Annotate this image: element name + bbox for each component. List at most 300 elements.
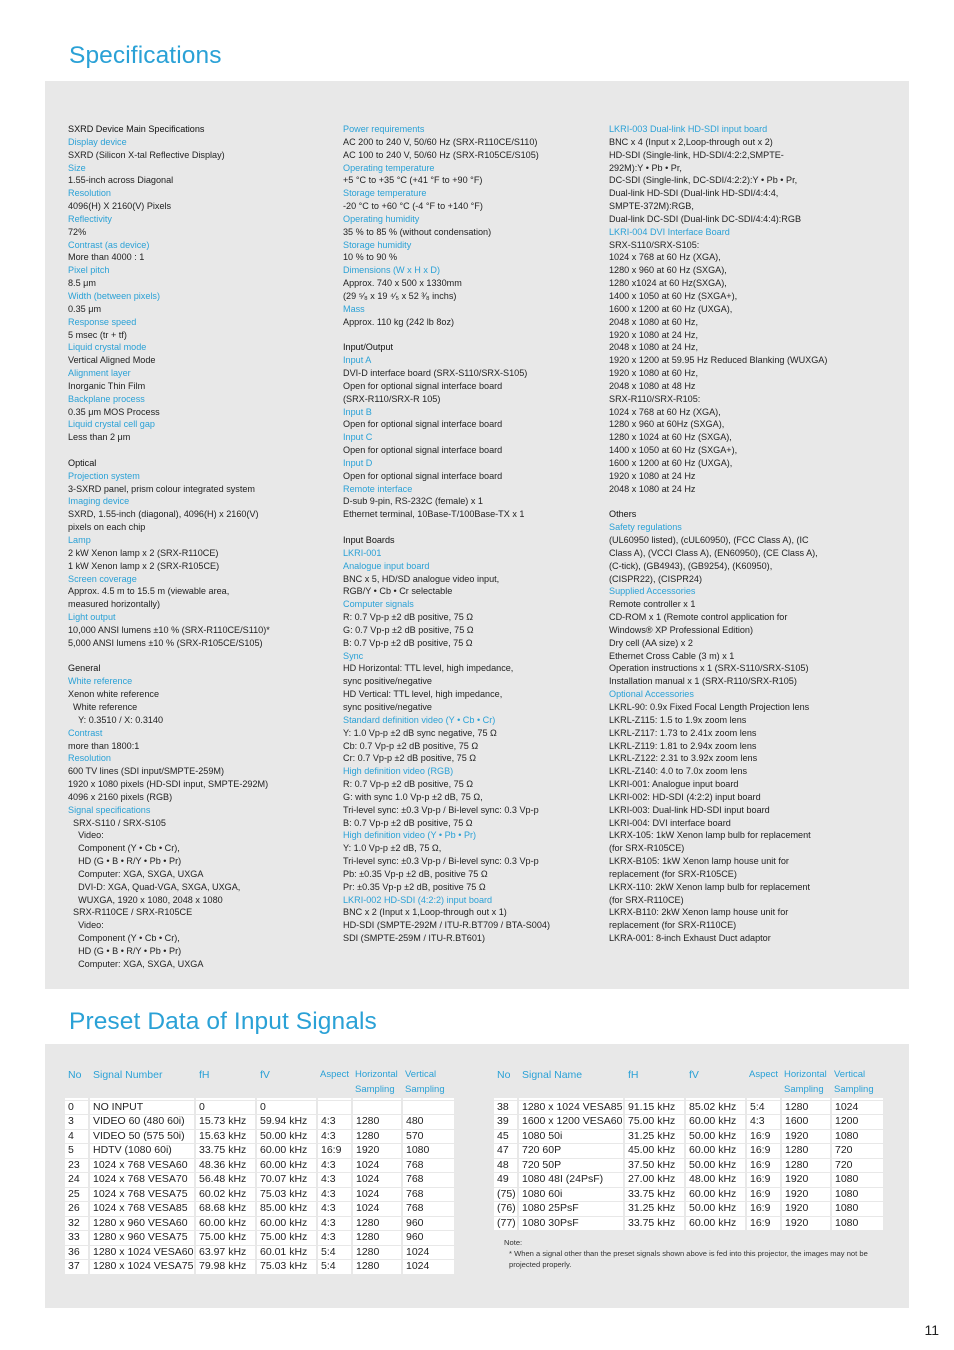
table-cell: 1024 bbox=[402, 1245, 455, 1260]
table-row bbox=[65, 1245, 455, 1260]
spec-line: BNC x 4 (Input x 2,Loop-through out x 2) bbox=[609, 136, 773, 147]
table-cell: 47 bbox=[494, 1144, 518, 1159]
spec-line: Tri-level sync: ±0.3 Vp-p / Bi-level sync: 0.3 Vp-p bbox=[343, 804, 539, 815]
table-cell: 1920 bbox=[352, 1144, 402, 1159]
spec-line: Approx. 4.5 m to 15.5 m (viewable area, bbox=[68, 586, 230, 597]
table-cell: 48.36 kHz bbox=[195, 1158, 256, 1173]
table-cell: 720 60P bbox=[518, 1144, 624, 1159]
table-cell: 45.00 kHz bbox=[624, 1144, 685, 1159]
spec-heading: Resolution bbox=[68, 753, 111, 764]
spec-line: Xenon white reference bbox=[68, 689, 159, 700]
table-cell: 48.00 kHz bbox=[685, 1173, 746, 1188]
spec-line: (UL60950 listed), (cUL60950), (FCC Class A), (IC bbox=[609, 535, 809, 545]
table-cell: 1024 bbox=[352, 1158, 402, 1173]
table-cell: 79.98 kHz bbox=[195, 1260, 256, 1274]
spec-heading: Size bbox=[68, 162, 86, 173]
table-cell: 1280 bbox=[352, 1129, 402, 1144]
table-cell: 33.75 kHz bbox=[195, 1144, 256, 1159]
column-header: Aspect bbox=[317, 1066, 352, 1098]
spec-heading: Operating humidity bbox=[343, 213, 420, 224]
table-header-row bbox=[65, 1066, 455, 1098]
table-cell bbox=[317, 1100, 352, 1115]
column-header: No bbox=[494, 1066, 518, 1098]
spec-line: Class A), (VCCI Class A), (EN60950), (CE Class A), bbox=[609, 547, 818, 558]
table-cell: 33.75 kHz bbox=[624, 1216, 685, 1230]
table-cell: 1920 bbox=[781, 1129, 831, 1144]
table-cell: NO INPUT bbox=[89, 1100, 195, 1115]
spec-heading: Safety regulations bbox=[609, 522, 682, 533]
spec-line: LKRL-Z119: 1.81 to 2.94x zoom lens bbox=[609, 740, 757, 751]
spec-line: 1920 x 1200 at 59.95 Hz Reduced Blanking (WUXGA) bbox=[609, 355, 828, 366]
spec-line: Y: 1.0 Vp-p ±2 dB sync negative, 75 Ω bbox=[343, 727, 497, 738]
table-cell: 70.07 kHz bbox=[256, 1173, 317, 1188]
spec-line: sync positive/negative bbox=[343, 701, 432, 712]
table-cell: 0 bbox=[195, 1100, 256, 1115]
spec-line: LKRL-90: 0.9x Fixed Focal Length Projection lens bbox=[609, 701, 810, 712]
spec-line: SRX-R110/SRX-R105: bbox=[609, 393, 701, 404]
spec-heading: Pixel pitch bbox=[68, 265, 110, 276]
table-row bbox=[494, 1115, 884, 1130]
column-header: Horizontal Sampling bbox=[781, 1066, 831, 1098]
table-cell: 720 50P bbox=[518, 1158, 624, 1173]
table-cell: 1280 x 960 VESA60 bbox=[89, 1216, 195, 1231]
spec-heading: Liquid crystal cell gap bbox=[68, 419, 155, 430]
table-cell: 1080 30PsF bbox=[518, 1216, 624, 1230]
spec-line: HD (G • B • R/Y • Pb • Pr) bbox=[68, 946, 182, 956]
table-cell: 1080 60i bbox=[518, 1187, 624, 1202]
spec-heading: Dimensions (W x H x D) bbox=[343, 265, 441, 276]
table-cell: 1600 bbox=[781, 1115, 831, 1130]
table-cell: 75.00 kHz bbox=[195, 1231, 256, 1246]
table-cell: 1024 bbox=[831, 1100, 884, 1115]
spec-line: 1920 x 1080 at 24 Hz bbox=[609, 470, 696, 481]
spec-line: 1280 x 960 at 60Hz (SXGA), bbox=[609, 419, 725, 430]
spec-heading: Standard definition video (Y • Cb • Cr) bbox=[343, 714, 496, 725]
table-cell: 1024 bbox=[352, 1173, 402, 1188]
spec-line: Y: 1.0 Vp-p ±2 dB, 75 Ω, bbox=[343, 843, 442, 854]
spec-heading: Signal specifications bbox=[68, 804, 151, 815]
spec-line: LKRX-110: 2kW Xenon lamp bulb for replacement bbox=[609, 881, 811, 892]
spec-line: SXRD, 1.55-inch (diagonal), 4096(H) x 2160(V) bbox=[68, 509, 259, 520]
table-cell: 1920 bbox=[781, 1216, 831, 1230]
spec-heading: Contrast bbox=[68, 727, 103, 738]
spec-line: HD-SDI (Single-link, HD-SDI/4:2:2,SMPTE- bbox=[609, 149, 784, 160]
table-cell: 31.25 kHz bbox=[624, 1129, 685, 1144]
spec-line: 0.35 μm MOS Process bbox=[68, 406, 160, 417]
spec-line: DVI-D interface board (SRX-S110/SRX-S105) bbox=[343, 368, 528, 379]
table-cell: 85.02 kHz bbox=[685, 1100, 746, 1115]
spec-heading: Analogue input board bbox=[343, 560, 430, 571]
table-cell: 60.01 kHz bbox=[256, 1245, 317, 1260]
spacer bbox=[68, 444, 333, 457]
spec-line: 5,000 ANSI lumens ±10 % (SRX-R105CE/S105) bbox=[68, 637, 263, 648]
spec-line: B: 0.7 Vp-p ±2 dB positive, 75 Ω bbox=[343, 637, 473, 648]
spec-line: more than 1800:1 bbox=[68, 740, 140, 751]
table-cell: 960 bbox=[402, 1231, 455, 1246]
table-cell: 60.00 kHz bbox=[685, 1144, 746, 1159]
spec-line: Less than 2 μm bbox=[68, 432, 131, 443]
table-cell: 1024 x 768 VESA70 bbox=[89, 1173, 195, 1188]
spec-line: LKRX-B105: 1kW Xenon lamp house unit for bbox=[609, 856, 789, 867]
spec-heading: LKRI-002 HD-SDI (4:2:2) input board bbox=[343, 894, 493, 905]
spec-heading: LKRI-001 bbox=[343, 547, 382, 558]
spec-line: LKRX-B110: 2kW Xenon lamp house unit for bbox=[609, 907, 789, 918]
table-cell: 59.94 kHz bbox=[256, 1115, 317, 1130]
table-row bbox=[494, 1100, 884, 1115]
spec-heading: Optional Accessories bbox=[609, 689, 694, 700]
table-row bbox=[494, 1202, 884, 1217]
table-cell: 4:3 bbox=[317, 1115, 352, 1130]
table-row bbox=[65, 1216, 455, 1231]
table-cell: 45 bbox=[494, 1129, 518, 1144]
spec-heading: Width (between pixels) bbox=[68, 290, 160, 301]
table-cell: 75.00 kHz bbox=[624, 1115, 685, 1130]
spec-line: 1600 x 1200 at 60 Hz (UXGA), bbox=[609, 303, 733, 314]
spec-line: 1 kW Xenon lamp x 2 (SRX-R105CE) bbox=[68, 560, 220, 571]
spec-line: LKRL-Z122: 2.31 to 3.92x zoom lens bbox=[609, 753, 758, 764]
spec-line: SRX-R110CE / SRX-R105CE bbox=[68, 907, 193, 918]
spec-line: replacement (for SRX-R110CE) bbox=[609, 920, 737, 931]
table-cell: 5:4 bbox=[746, 1100, 781, 1115]
table-row bbox=[65, 1129, 455, 1144]
table-cell: 1280 bbox=[781, 1100, 831, 1115]
table-cell: 1080 bbox=[402, 1144, 455, 1159]
spec-line: 10 % to 90 % bbox=[343, 252, 398, 263]
spec-line: (for SRX-R110CE) bbox=[609, 894, 684, 905]
spec-heading: Input D bbox=[343, 457, 373, 468]
table-cell: 768 bbox=[402, 1187, 455, 1202]
table-cell: 1024 x 768 VESA60 bbox=[89, 1158, 195, 1173]
table-cell bbox=[352, 1100, 402, 1115]
preset-data-panel bbox=[45, 1044, 909, 1308]
table-cell: 60.00 kHz bbox=[685, 1115, 746, 1130]
spec-line: 2048 x 1080 at 24 Hz, bbox=[609, 342, 698, 353]
table-cell: 37 bbox=[65, 1260, 89, 1274]
column-header: Signal Name bbox=[518, 1066, 624, 1098]
table-cell: 1600 x 1200 VESA60 bbox=[518, 1115, 624, 1130]
spec-heading: Lamp bbox=[68, 535, 91, 545]
spec-line: 4096(H) X 2160(V) Pixels bbox=[68, 201, 172, 212]
spec-line: LKRI-002: HD-SDI (4:2:2) input board bbox=[609, 791, 761, 802]
specifications-panel bbox=[45, 81, 909, 989]
spec-line: LKRI-004: DVI interface board bbox=[609, 817, 731, 828]
table-row bbox=[65, 1187, 455, 1202]
table-cell: 39 bbox=[494, 1115, 518, 1130]
spec-line: Tri-level sync: ±0.3 Vp-p / Bi-level sync: 0.3 Vp-p bbox=[343, 856, 539, 867]
spec-heading: Resolution bbox=[68, 188, 111, 199]
spec-line: +5 °C to +35 °C (+41 °F to +90 °F) bbox=[343, 175, 483, 186]
spec-line: measured horizontally) bbox=[68, 599, 160, 610]
table-cell: 4:3 bbox=[317, 1202, 352, 1217]
spec-line: LKRA-001: 8-inch Exhaust Duct adaptor bbox=[609, 933, 771, 944]
spec-heading: Input C bbox=[343, 432, 373, 443]
spec-line: Computer: XGA, SXGA, UXGA bbox=[68, 958, 204, 969]
table-cell: 4:3 bbox=[317, 1158, 352, 1173]
table-cell: 1920 bbox=[781, 1202, 831, 1217]
spec-line: Cb: 0.7 Vp-p ±2 dB positive, 75 Ω bbox=[343, 740, 479, 751]
spec-column-3 bbox=[609, 123, 899, 945]
spec-heading: Input A bbox=[343, 355, 372, 366]
spec-line: Inorganic Thin Film bbox=[68, 380, 146, 391]
note-text: * When a signal other than the preset signals shown above is fed into this projector, the images may not be projected properly. bbox=[509, 1249, 868, 1269]
column-header: Horizontal Sampling bbox=[352, 1066, 402, 1098]
note-label: Note: bbox=[504, 1238, 523, 1247]
table-cell: 0 bbox=[65, 1100, 89, 1115]
spec-line: Y: 0.3510 / X: 0.3140 bbox=[68, 714, 164, 725]
table-cell: 1080 bbox=[831, 1187, 884, 1202]
spec-line: 1280 x1024 at 60 Hz(SXGA), bbox=[609, 278, 727, 289]
spec-line: BNC x 2 (Input x 1,Loop-through out x 1) bbox=[343, 907, 507, 918]
spec-line: (SRX-R110/SRX-R 105) bbox=[343, 393, 441, 404]
table-cell: 570 bbox=[402, 1129, 455, 1144]
table-cell: 68.68 kHz bbox=[195, 1202, 256, 1217]
column-header: fV bbox=[256, 1066, 317, 1098]
column-header: Vertical Sampling bbox=[402, 1066, 455, 1098]
table-header-row bbox=[494, 1066, 884, 1098]
spec-line: LKRI-003: Dual-link HD-SDI input board bbox=[609, 804, 770, 815]
spec-heading: Storage humidity bbox=[343, 239, 412, 250]
table-cell: 24 bbox=[65, 1173, 89, 1188]
preset-table-right bbox=[494, 1066, 885, 1230]
table-cell: 16:9 bbox=[746, 1187, 781, 1202]
spec-line: Ethernet terminal, 10Base-T/100Base-TX x 1 bbox=[343, 509, 525, 520]
table-cell: 480 bbox=[402, 1115, 455, 1130]
spec-line: Windows® XP Professional Edition) bbox=[609, 624, 754, 635]
spec-heading: Backplane process bbox=[68, 393, 145, 404]
spec-line: 3-SXRD panel, prism colour integrated system bbox=[68, 483, 256, 494]
spec-line: SXRD (Silicon X-tal Reflective Display) bbox=[68, 149, 225, 160]
spec-line: Approx. 110 kg (242 lb 8oz) bbox=[343, 316, 455, 327]
spec-line: Video: bbox=[68, 920, 104, 931]
spec-line: 2048 x 1080 at 48 Hz bbox=[609, 380, 696, 391]
table-cell: 16:9 bbox=[746, 1216, 781, 1230]
spec-line: 2048 x 1080 at 60 Hz, bbox=[609, 316, 698, 327]
table-cell: 1280 x 960 VESA75 bbox=[89, 1231, 195, 1246]
spec-line: Installation manual x 1 (SRX-R110/SRX-R105) bbox=[609, 676, 797, 687]
spec-heading: High definition video (Y • Pb • Pr) bbox=[343, 830, 477, 841]
table-cell: 1280 x 1024 VESA60 bbox=[89, 1245, 195, 1260]
table-cell: 1024 bbox=[402, 1260, 455, 1274]
spec-section-title: Optical bbox=[68, 457, 97, 468]
table-cell: VIDEO 60 (480 60i) bbox=[89, 1115, 195, 1130]
table-cell: 1280 bbox=[352, 1216, 402, 1231]
spacer bbox=[343, 521, 601, 534]
table-cell: 1080 bbox=[831, 1216, 884, 1230]
spec-heading: Storage temperature bbox=[343, 188, 427, 199]
spec-line: BNC x 5, HD/SD analogue video input, bbox=[343, 573, 500, 584]
spec-line: G: 0.7 Vp-p ±2 dB positive, 75 Ω bbox=[343, 624, 474, 635]
column-header: Aspect bbox=[746, 1066, 781, 1098]
spec-heading: Remote interface bbox=[343, 483, 413, 494]
table-cell: 4 bbox=[65, 1129, 89, 1144]
spec-line: SMPTE-372M):RGB, bbox=[609, 201, 694, 212]
spec-line: AC 100 to 240 V, 50/60 Hz (SRX-R105CE/S105) bbox=[343, 149, 539, 160]
spec-line: More than 4000 : 1 bbox=[68, 252, 145, 263]
table-cell: 5 bbox=[65, 1144, 89, 1159]
table-cell: 5:4 bbox=[317, 1260, 352, 1274]
table-cell: 16:9 bbox=[746, 1158, 781, 1173]
spec-line: RGB/Y • Cb • Cr selectable bbox=[343, 586, 453, 597]
table-cell: 1080 48I (24PsF) bbox=[518, 1173, 624, 1188]
spec-line: 1.55-inch across Diagonal bbox=[68, 175, 174, 186]
table-cell: 16:9 bbox=[746, 1202, 781, 1217]
spec-line: Vertical Aligned Mode bbox=[68, 355, 156, 366]
spec-line: 1024 x 768 at 60 Hz (XGA), bbox=[609, 406, 721, 417]
table-cell: 720 bbox=[831, 1144, 884, 1159]
page-number: 11 bbox=[924, 1322, 939, 1338]
spec-heading: High definition video (RGB) bbox=[343, 766, 454, 777]
table-cell: 1200 bbox=[831, 1115, 884, 1130]
spec-line: 1920 x 1080 pixels (HD-SDI input, SMPTE-292M) bbox=[68, 779, 269, 790]
spec-line: 2048 x 1080 at 24 Hz bbox=[609, 483, 696, 494]
table-cell: 23 bbox=[65, 1158, 89, 1173]
spec-heading: Input B bbox=[343, 406, 372, 417]
spec-line: (C-tick), (GB4943), (GB9254), (K60950), bbox=[609, 560, 773, 571]
table-cell: 15.73 kHz bbox=[195, 1115, 256, 1130]
table-cell: 75.00 kHz bbox=[256, 1231, 317, 1246]
spec-line: SRX-S110/SRX-S105: bbox=[609, 239, 700, 250]
table-row bbox=[65, 1144, 455, 1159]
table-cell: 75.03 kHz bbox=[256, 1187, 317, 1202]
spec-line: replacement (for SRX-R105CE) bbox=[609, 868, 737, 879]
table-row bbox=[65, 1173, 455, 1188]
spec-line: Video: bbox=[68, 830, 104, 841]
spec-line: HD Horizontal: TTL level, high impedance, bbox=[343, 663, 514, 674]
spec-line: Component (Y • Cb • Cr), bbox=[68, 933, 180, 944]
table-cell: 16:9 bbox=[746, 1173, 781, 1188]
spec-line: White reference bbox=[68, 701, 138, 712]
spec-line: Component (Y • Cb • Cr), bbox=[68, 843, 180, 854]
spec-line: Cr: 0.7 Vp-p ±2 dB positive, 75 Ω bbox=[343, 753, 477, 764]
spec-line: HD Vertical: TTL level, high impedance, bbox=[343, 689, 503, 700]
table-cell: 1920 bbox=[781, 1173, 831, 1188]
table-cell: 48 bbox=[494, 1158, 518, 1173]
page-title-specifications: Specifications bbox=[69, 42, 222, 69]
spec-line: Approx. 740 x 500 x 1330mm bbox=[343, 278, 462, 289]
table-cell: 15.63 kHz bbox=[195, 1129, 256, 1144]
table-cell: 60.00 kHz bbox=[685, 1187, 746, 1202]
spec-heading: LKRI-004 DVI Interface Board bbox=[609, 226, 730, 237]
spec-heading: Imaging device bbox=[68, 496, 130, 507]
spec-line: CD-ROM x 1 (Remote control application for bbox=[609, 612, 788, 623]
spec-section-title: Others bbox=[609, 509, 637, 520]
spec-line: Operation instructions x 1 (SRX-S110/SRX-S105) bbox=[609, 663, 809, 674]
spec-line: 1920 x 1080 at 60 Hz, bbox=[609, 368, 698, 379]
table-cell: 1280 bbox=[352, 1231, 402, 1246]
table-cell: 1024 x 768 VESA75 bbox=[89, 1187, 195, 1202]
spec-line: SDI (SMPTE-259M / ITU-R.BT601) bbox=[343, 933, 485, 944]
spec-line: Open for optional signal interface board bbox=[343, 380, 503, 391]
spec-line: Open for optional signal interface board bbox=[343, 445, 503, 456]
spec-line: (for SRX-R105CE) bbox=[609, 843, 685, 854]
table-cell: 1024 bbox=[352, 1187, 402, 1202]
table-cell: 36 bbox=[65, 1245, 89, 1260]
table-cell: 3 bbox=[65, 1115, 89, 1130]
spec-heading: Sync bbox=[343, 650, 364, 661]
table-cell: 1280 bbox=[781, 1158, 831, 1173]
spec-heading: Display device bbox=[68, 136, 127, 147]
spec-line: LKRL-Z140: 4.0 to 7.0x zoom lens bbox=[609, 766, 747, 777]
spec-line: B: 0.7 Vp-p ±2 dB positive, 75 Ω bbox=[343, 817, 473, 828]
spec-heading: White reference bbox=[68, 676, 133, 687]
table-cell: 5:4 bbox=[317, 1245, 352, 1260]
column-header: No bbox=[65, 1066, 89, 1098]
spec-heading: Supplied Accessories bbox=[609, 586, 696, 597]
spec-line: G: with sync 1.0 Vp-p ±2 dB, 75 Ω, bbox=[343, 791, 483, 802]
table-cell: 720 bbox=[831, 1158, 884, 1173]
table-cell: 60.00 kHz bbox=[256, 1144, 317, 1159]
table-cell: 32 bbox=[65, 1216, 89, 1231]
preset-note bbox=[504, 1237, 884, 1270]
table-row bbox=[65, 1231, 455, 1246]
spec-line: LKRL-Z117: 1.73 to 2.41x zoom lens bbox=[609, 727, 757, 738]
spec-line: Dry cell (AA size) x 2 bbox=[609, 637, 693, 648]
spec-line: 1280 x 960 at 60 Hz (SXGA), bbox=[609, 265, 727, 276]
table-cell: 4:3 bbox=[317, 1173, 352, 1188]
table-cell: (77) bbox=[494, 1216, 518, 1230]
spec-heading: Light output bbox=[68, 612, 116, 623]
spec-heading: Projection system bbox=[68, 470, 140, 481]
spec-line: (CISPR22), (CISPR24) bbox=[609, 573, 702, 584]
spec-section-title: General bbox=[68, 663, 101, 674]
table-cell: 50.00 kHz bbox=[685, 1202, 746, 1217]
table-cell: 1280 bbox=[352, 1115, 402, 1130]
spec-line: DC-SDI (Single-link, DC-SDI/4:2:2):Y • Pb • Pr, bbox=[609, 175, 798, 186]
spec-heading: Contrast (as device) bbox=[68, 239, 150, 250]
spec-line: HD (G • B • R/Y • Pb • Pr) bbox=[68, 856, 182, 867]
column-header: Signal Number bbox=[89, 1066, 195, 1098]
spec-line: 35 % to 85 % (without condensation) bbox=[343, 226, 492, 237]
spec-line: HD-SDI (SMPTE-292M / ITU-R.BT709 / BTA-S004) bbox=[343, 920, 551, 931]
table-cell: 33.75 kHz bbox=[624, 1187, 685, 1202]
table-row bbox=[494, 1129, 884, 1144]
table-cell: 4:3 bbox=[317, 1216, 352, 1231]
table-cell: 1080 bbox=[831, 1173, 884, 1188]
spec-line: 1400 x 1050 at 60 Hz (SXGA+), bbox=[609, 445, 738, 456]
spacer bbox=[343, 329, 601, 342]
spec-line: LKRI-001: Analogue input board bbox=[609, 779, 739, 790]
table-cell: 33 bbox=[65, 1231, 89, 1246]
spec-line: 1280 x 1024 at 60 Hz (SXGA), bbox=[609, 432, 732, 443]
spec-line: Remote controller x 1 bbox=[609, 599, 696, 610]
table-cell: (75) bbox=[494, 1187, 518, 1202]
spec-heading: Power requirements bbox=[343, 124, 425, 134]
spec-line: LKRL-Z115: 1.5 to 1.9x zoom lens bbox=[609, 714, 747, 725]
spec-heading: Reflectivity bbox=[68, 213, 112, 224]
spec-line: Dual-link DC-SDI (Dual-link DC-SDI/4:4:4):RGB bbox=[609, 213, 802, 224]
spec-heading: Liquid crystal mode bbox=[68, 342, 147, 353]
spec-line: pixels on each chip bbox=[68, 522, 146, 533]
table-cell: 27.00 kHz bbox=[624, 1173, 685, 1188]
table-cell: 768 bbox=[402, 1158, 455, 1173]
table-row bbox=[65, 1100, 455, 1115]
page-title-preset-data: Preset Data of Input Signals bbox=[69, 1008, 377, 1035]
table-cell: 16:9 bbox=[746, 1129, 781, 1144]
table-row bbox=[494, 1187, 884, 1202]
spec-line: Computer: XGA, SXGA, UXGA bbox=[68, 868, 204, 879]
table-cell: 1024 bbox=[352, 1202, 402, 1217]
spec-section-title: Input Boards bbox=[343, 535, 395, 545]
spec-line: Open for optional signal interface board bbox=[343, 419, 503, 430]
table-cell: 1920 bbox=[781, 1187, 831, 1202]
table-row bbox=[65, 1115, 455, 1130]
spec-section-title: SXRD Device Main Specifications bbox=[68, 124, 205, 134]
table-cell: 1080 25PsF bbox=[518, 1202, 624, 1217]
spec-heading: Screen coverage bbox=[68, 573, 137, 584]
spec-line: 1400 x 1050 at 60 Hz (SXGA+), bbox=[609, 290, 738, 301]
table-cell: 1280 x 1024 VESA75 bbox=[89, 1260, 195, 1274]
spec-line: 1920 x 1080 at 24 Hz, bbox=[609, 329, 698, 340]
